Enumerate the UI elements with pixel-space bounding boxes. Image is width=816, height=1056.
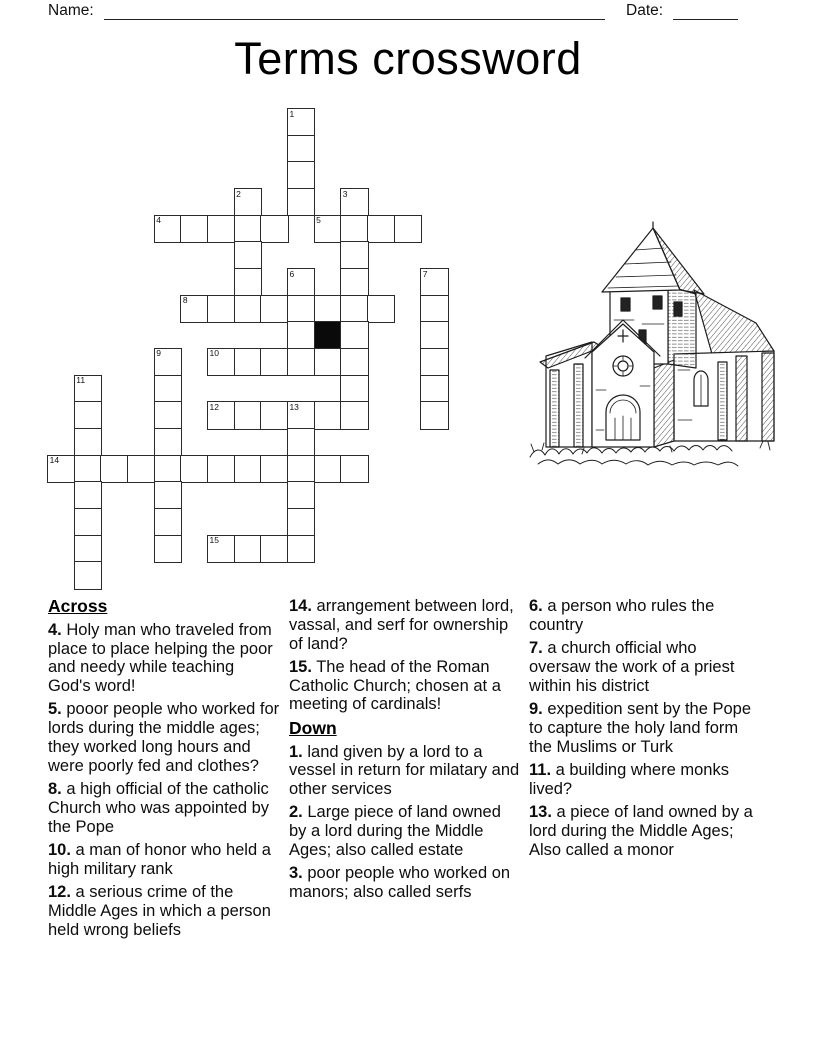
crossword-cell[interactable] [260, 455, 288, 483]
crossword-cell[interactable] [287, 428, 315, 456]
church-illustration [522, 220, 786, 478]
crossword-cell[interactable] [340, 268, 368, 296]
clue-section-heading: Across [48, 596, 108, 616]
crossword-cell[interactable] [154, 215, 182, 243]
crossword-cell[interactable] [234, 401, 262, 429]
crossword-cell[interactable] [287, 401, 315, 429]
crossword-cell[interactable] [260, 215, 288, 243]
cell-number: 1 [289, 108, 295, 119]
cell-number: 10 [209, 348, 219, 359]
crossword-cell[interactable] [47, 455, 75, 483]
crossword-cell[interactable] [420, 321, 448, 349]
crossword-cell[interactable] [287, 108, 315, 136]
blocked-cell [314, 321, 342, 349]
crossword-cell[interactable] [287, 535, 315, 563]
clue-number: 1. [289, 742, 303, 761]
crossword-cell[interactable] [287, 188, 315, 216]
cell-number: 3 [342, 188, 348, 199]
crossword-cell[interactable] [154, 481, 182, 509]
crossword-cell[interactable] [74, 481, 102, 509]
crossword-cell[interactable] [340, 348, 368, 376]
crossword-cell[interactable] [367, 215, 395, 243]
crossword-cell[interactable] [74, 535, 102, 563]
crossword-cell[interactable] [154, 375, 182, 403]
clue-item: 2. Large piece of land owned by a lord during the Middle Ages; also called estate [289, 803, 501, 860]
cell-number: 15 [209, 535, 219, 545]
crossword-cell[interactable] [340, 215, 368, 243]
clue-column-middle [289, 597, 522, 906]
crossword-cell[interactable] [154, 535, 182, 563]
crossword-cell[interactable] [420, 401, 448, 429]
clue-column-across [48, 597, 281, 944]
clue-item: 11. a building where monks lived? [529, 760, 729, 798]
crossword-cell[interactable] [340, 241, 368, 269]
crossword-cell[interactable] [127, 455, 155, 483]
crossword-cell[interactable] [340, 401, 368, 429]
cell-number: 2 [236, 188, 241, 199]
crossword-cell[interactable] [74, 401, 102, 429]
crossword-cell[interactable] [207, 215, 235, 243]
clue-item: 14. arrangement between lord, vassal, and serf for ownership of land? [289, 597, 514, 653]
cell-number: 8 [182, 295, 188, 306]
clue-item: 6. a person who rules the country [529, 597, 715, 634]
clue-number: 5. [48, 700, 62, 719]
crossword-cell[interactable] [287, 135, 315, 163]
crossword-cell[interactable] [340, 188, 368, 216]
crossword-cell[interactable] [154, 348, 182, 376]
crossword-cell[interactable] [287, 295, 315, 323]
clue-item: 12. a serious crime of the Middle Ages in which a person held wrong beliefs [48, 883, 271, 939]
name-label: Name: [48, 2, 94, 19]
clue-item: 10. a man of honor who held a high military rank [48, 841, 271, 878]
crossword-cell[interactable] [260, 401, 288, 429]
crossword-cell[interactable] [287, 268, 315, 296]
crossword-cell[interactable] [74, 508, 102, 536]
cell-number: 7 [422, 268, 428, 279]
clue-item: 9. expedition sent by the Pope to capture the holy land form the Muslims or Turk [529, 699, 751, 756]
clue-column-down [529, 597, 762, 864]
crossword-cell[interactable] [74, 455, 102, 483]
cell-number: 6 [289, 268, 295, 279]
clue-section-heading: Down [289, 717, 337, 738]
cell-number: 9 [156, 348, 161, 359]
clue-item: 13. a piece of land owned by a lord during the Middle Ages; Also called a monor [529, 802, 753, 859]
crossword-cell[interactable] [420, 348, 448, 376]
cell-number: 12 [209, 401, 219, 412]
clue-item: 4. Holy man who traveled from place to place helping the poor and needy while teaching God's word! [48, 620, 273, 696]
crossword-cell[interactable] [340, 321, 368, 349]
crossword-cell[interactable] [74, 428, 102, 456]
crossword-cell[interactable] [394, 215, 422, 243]
clue-number: 7. [529, 639, 543, 658]
crossword-cell[interactable] [180, 455, 208, 483]
crossword-cell[interactable] [100, 455, 128, 483]
crossword-cell[interactable] [154, 428, 182, 456]
clue-item: 7. a church official who oversaw the work of a priest within his district [529, 639, 735, 695]
crossword-cell[interactable] [287, 161, 315, 189]
cell-number: 4 [156, 215, 161, 226]
crossword-cell[interactable] [180, 295, 208, 323]
clue-number: 8. [48, 780, 62, 799]
crossword-cell[interactable] [207, 348, 235, 376]
clue-item: 5. pooor people who worked for lords during the middle ages; they worked long hours and were poorly fed and clothes? [48, 700, 280, 775]
cell-number: 14 [49, 455, 60, 466]
cell-number: 5 [316, 215, 321, 226]
crossword-cell[interactable] [420, 375, 448, 403]
crossword-cell[interactable] [314, 215, 342, 243]
crossword-cell[interactable] [314, 295, 342, 323]
crossword-cell[interactable] [314, 348, 342, 376]
crossword-cell[interactable] [154, 508, 182, 536]
cell-number: 11 [76, 375, 86, 386]
clue-number: 3. [289, 864, 303, 883]
crossword-cell[interactable] [260, 295, 288, 323]
crossword-cell[interactable] [287, 455, 315, 483]
crossword-cell[interactable] [234, 455, 262, 483]
page-title: Terms crossword [234, 33, 582, 84]
crossword-cell[interactable] [287, 508, 315, 536]
crossword-cell[interactable] [207, 295, 235, 323]
cell-number: 13 [289, 401, 299, 412]
clue-number: 2. [289, 803, 303, 822]
clue-item: 8. a high official of the catholic Church who was appointed by the Pope [48, 780, 270, 836]
crossword-cell[interactable] [340, 295, 368, 323]
crossword-cell[interactable] [340, 455, 368, 483]
crossword-cell[interactable] [207, 401, 235, 429]
clue-number: 11. [529, 760, 552, 779]
crossword-cell[interactable] [74, 561, 102, 589]
crossword-cell[interactable] [207, 455, 235, 483]
crossword-cell[interactable] [154, 401, 182, 429]
crossword-cell[interactable] [180, 215, 208, 243]
crossword-cell[interactable] [234, 268, 262, 296]
crossword-cell[interactable] [260, 535, 288, 563]
clue-number: 12. [48, 883, 71, 902]
clue-item: 1. land given by a lord to a vessel in return for milatary and other services [289, 742, 520, 799]
clue-item: 15. The head of the Roman Catholic Church; chosen at a meeting of cardinals! [289, 657, 501, 714]
clue-number: 4. [48, 620, 62, 639]
crossword-cell[interactable] [287, 321, 315, 349]
clue-number: 15. [289, 657, 312, 676]
crossword-cell[interactable] [314, 401, 342, 429]
date-label: Date: [626, 2, 664, 19]
crossword-cell[interactable] [314, 455, 342, 483]
clue-number: 13. [529, 802, 552, 821]
crossword-cell[interactable] [234, 295, 262, 323]
crossword-cell[interactable] [420, 295, 448, 323]
crossword-cell[interactable] [207, 535, 235, 563]
crossword-cell[interactable] [234, 188, 262, 216]
crossword-cell[interactable] [74, 375, 102, 403]
crossword-cell[interactable] [340, 375, 368, 403]
crossword-cell[interactable] [234, 348, 262, 376]
crossword-cell[interactable] [287, 348, 315, 376]
clue-number: 14. [289, 597, 312, 615]
crossword-cell[interactable] [287, 481, 315, 509]
crossword-cell[interactable] [260, 348, 288, 376]
crossword-cell[interactable] [367, 295, 395, 323]
crossword-cell[interactable] [234, 535, 262, 563]
clue-number: 10. [48, 841, 71, 860]
crossword-cell[interactable] [154, 455, 182, 483]
crossword-cell[interactable] [234, 215, 262, 243]
clue-number: 6. [529, 597, 543, 615]
clue-number: 9. [529, 699, 543, 718]
clue-item: 3. poor people who worked on manors; also called serfs [289, 864, 511, 902]
crossword-cell[interactable] [420, 268, 448, 296]
crossword-cell[interactable] [234, 241, 262, 269]
